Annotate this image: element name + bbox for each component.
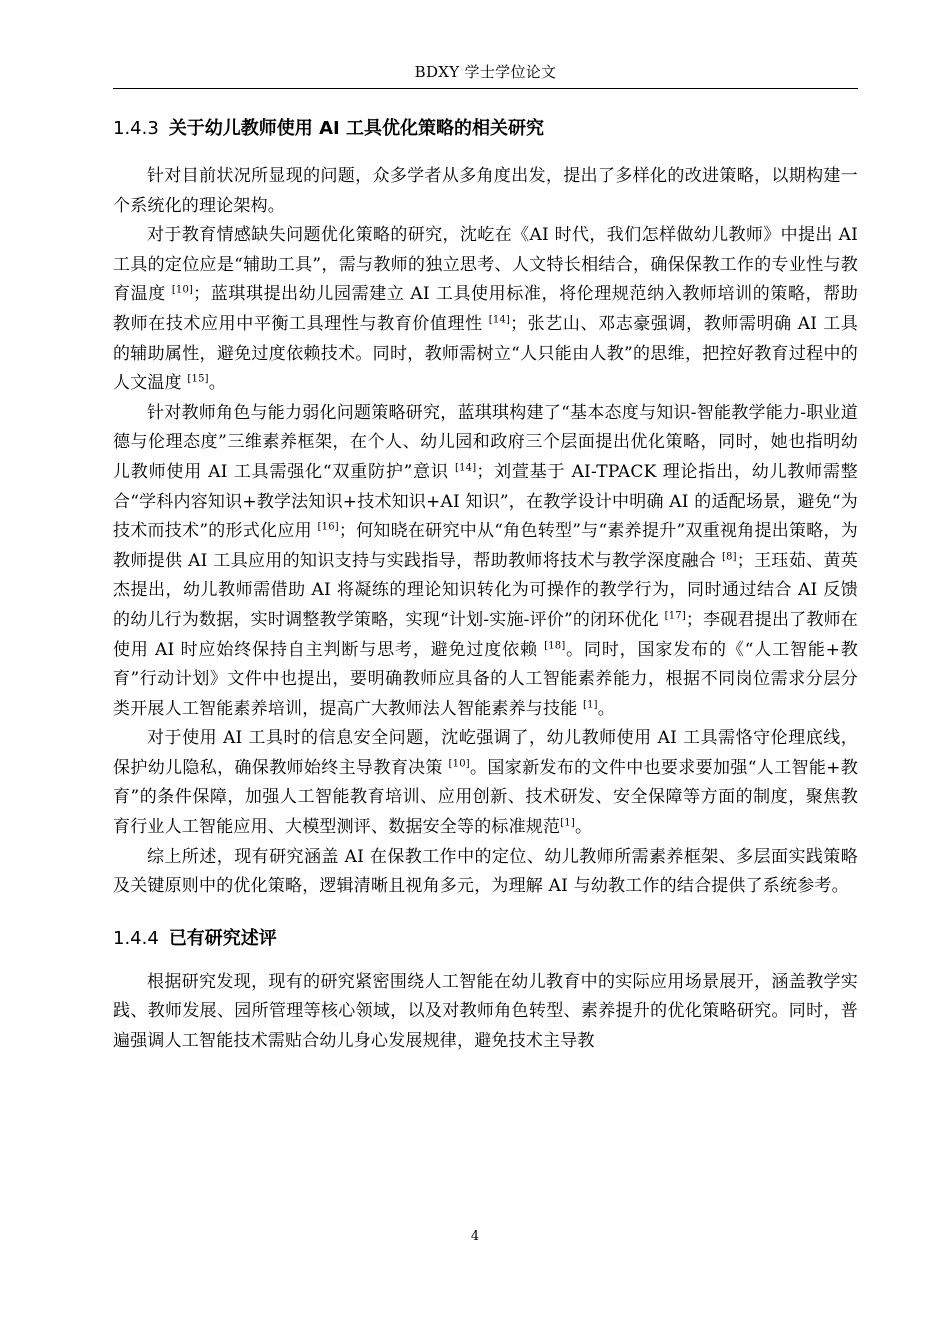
citation-ref: [16] — [317, 521, 339, 533]
citation-ref: [15] — [187, 373, 209, 385]
paragraph-text: ；刘萱基于 AI-TPACK 理论指出，幼儿教师需整合“学科内容知识+教学法知识+技术知识+AI 知识”，在教学设计中明确 AI 的适配场景，避免“为技术而技术”的形式化应用 — [113, 461, 859, 542]
citation-ref: [17] — [664, 610, 686, 622]
citation-ref: [1] — [560, 817, 575, 829]
page-body — [113, 114, 858, 1057]
section-title: 已有研究述评 — [168, 927, 277, 949]
section-body-1-4-3 — [113, 162, 858, 902]
paragraph-text: 。国家新发布的文件中也要求要加强“人工智能+教育”的条件保障，加强人工智能教育培训、应用创新、技术研发、安全保障等方面的制度，聚焦教育行业人工智能应用、大模型测评、数据安全等的标准规范 — [113, 757, 858, 838]
paragraph-text: 。 — [597, 698, 615, 719]
section-title: 关于幼儿教师使用 AI 工具优化策略的相关研究 — [168, 118, 544, 139]
running-header: BDXY 学士学位论文 — [414, 63, 557, 81]
body-paragraph — [113, 843, 858, 902]
paragraph-text: 。 — [208, 373, 226, 394]
citation-ref: [8] — [721, 551, 737, 563]
body-paragraph — [113, 221, 858, 399]
paragraph-text: 对于使用 AI 工具时的信息安全问题，沈屹强调了，幼儿教师使用 AI 工具需恪守伦理底线，保护幼儿隐私，确保教师始终主导教育决策 — [113, 728, 858, 778]
paragraph-text: 根据研究发现，现有的研究紧密围绕人工智能在幼儿教育中的实际应用场景展开，涵盖教学实践、教师发展、园所管理等核心领域，以及对教师角色转型、素养提升的优化策略研究。同时，普遍强调人工智能技术需贴合幼儿身心发展规律，避免技术主导教 — [113, 971, 858, 1052]
body-paragraph — [113, 724, 858, 842]
citation-ref: [14] — [488, 314, 511, 326]
section-number: 1.4.4 — [113, 927, 159, 949]
citation-ref: [1] — [583, 699, 598, 711]
paragraph-text: 。同时，国家发布的《“人工智能+教育”行动计划》文件中也提出，要明确教师应具备的人工智能素养能力，根据不同岗位需求分层分类开展人工智能素养培训，提高广大教师法人智能素养与技能 — [113, 639, 858, 719]
body-paragraph — [113, 968, 858, 1057]
page-number: 4 — [470, 1229, 480, 1244]
section-number: 1.4.3 — [113, 118, 159, 139]
header-rule — [113, 88, 858, 89]
paragraph-text: ；蓝琪琪提出幼儿园需建立 AI 工具使用标准，将伦理规范纳入教师培训的策略，帮助教师在技术应用中平衡工具理性与教育价值理性 — [113, 284, 858, 334]
paragraph-text: 综上所述，现有研究涵盖 AI 在保教工作中的定位、幼儿教师所需素养框架、多层面实践策略及关键原则中的优化策略，逻辑清晰且视角多元，为理解 AI 与幼教工作的结合提供了系统参考。 — [113, 846, 858, 897]
paragraph-text: ；王珏茹、黄英杰提出，幼儿教师需借助 AI 将凝练的理论知识转化为可操作的教学行为，同时通过结合 AI 反馈的幼儿行为数据，实时调整教学策略，实现“计划-实施-评价”的闭环优化 — [113, 550, 858, 630]
citation-ref: [18] — [544, 639, 566, 651]
citation-ref: [14] — [454, 462, 477, 474]
citation-ref: [10] — [448, 758, 470, 770]
section-heading-1-4-3 — [113, 114, 858, 144]
paragraph-text: ；何知晓在研究中从“角色转型”与“素养提升”双重视角提出策略，为教师提供 AI 工具应用的知识支持与实践指导，帮助教师将技术与教学深度融合 — [113, 521, 858, 571]
paragraph-text: 对于教育情感缺失问题优化策略的研究，沈屹在《AI 时代，我们怎样做幼儿教师》中提出 AI 工具的定位应是“辅助工具”，需与教师的独立思考、人文特长相结合，确保保教工作的专业性与教育温度 — [113, 225, 858, 305]
body-paragraph — [113, 399, 858, 725]
paragraph-text: 。 — [574, 817, 593, 838]
paragraph-text: 针对教师角色与能力弱化问题策略研究，蓝琪琪构建了“基本态度与知识-智能教学能力-职业道德与伦理态度”三维素养框架，在个人、幼儿园和政府三个层面提出优化策略，同时，她也指明幼儿教师使用 AI 工具需强化“双重防护”意识 — [113, 402, 858, 482]
section-body-1-4-4 — [113, 968, 858, 1057]
citation-ref: [10] — [171, 284, 194, 296]
section-heading-1-4-4 — [113, 924, 858, 954]
paragraph-text: ；张艺山、邓志豪强调，教师需明确 AI 工具的辅助属性，避免过度依赖技术。同时，教师需树立“人只能由人教”的思维，把控好教育过程中的人文温度 — [113, 313, 858, 394]
paragraph-text: ；李砚君提出了教师在使用 AI 时应始终保持自主判断与思考，避免过度依赖 — [113, 609, 859, 660]
paragraph-text: 针对目前状况所显现的问题，众多学者从多角度出发，提出了多样化的改进策略，以期构建一个系统化的理论架构。 — [113, 166, 858, 216]
body-paragraph — [113, 162, 858, 221]
